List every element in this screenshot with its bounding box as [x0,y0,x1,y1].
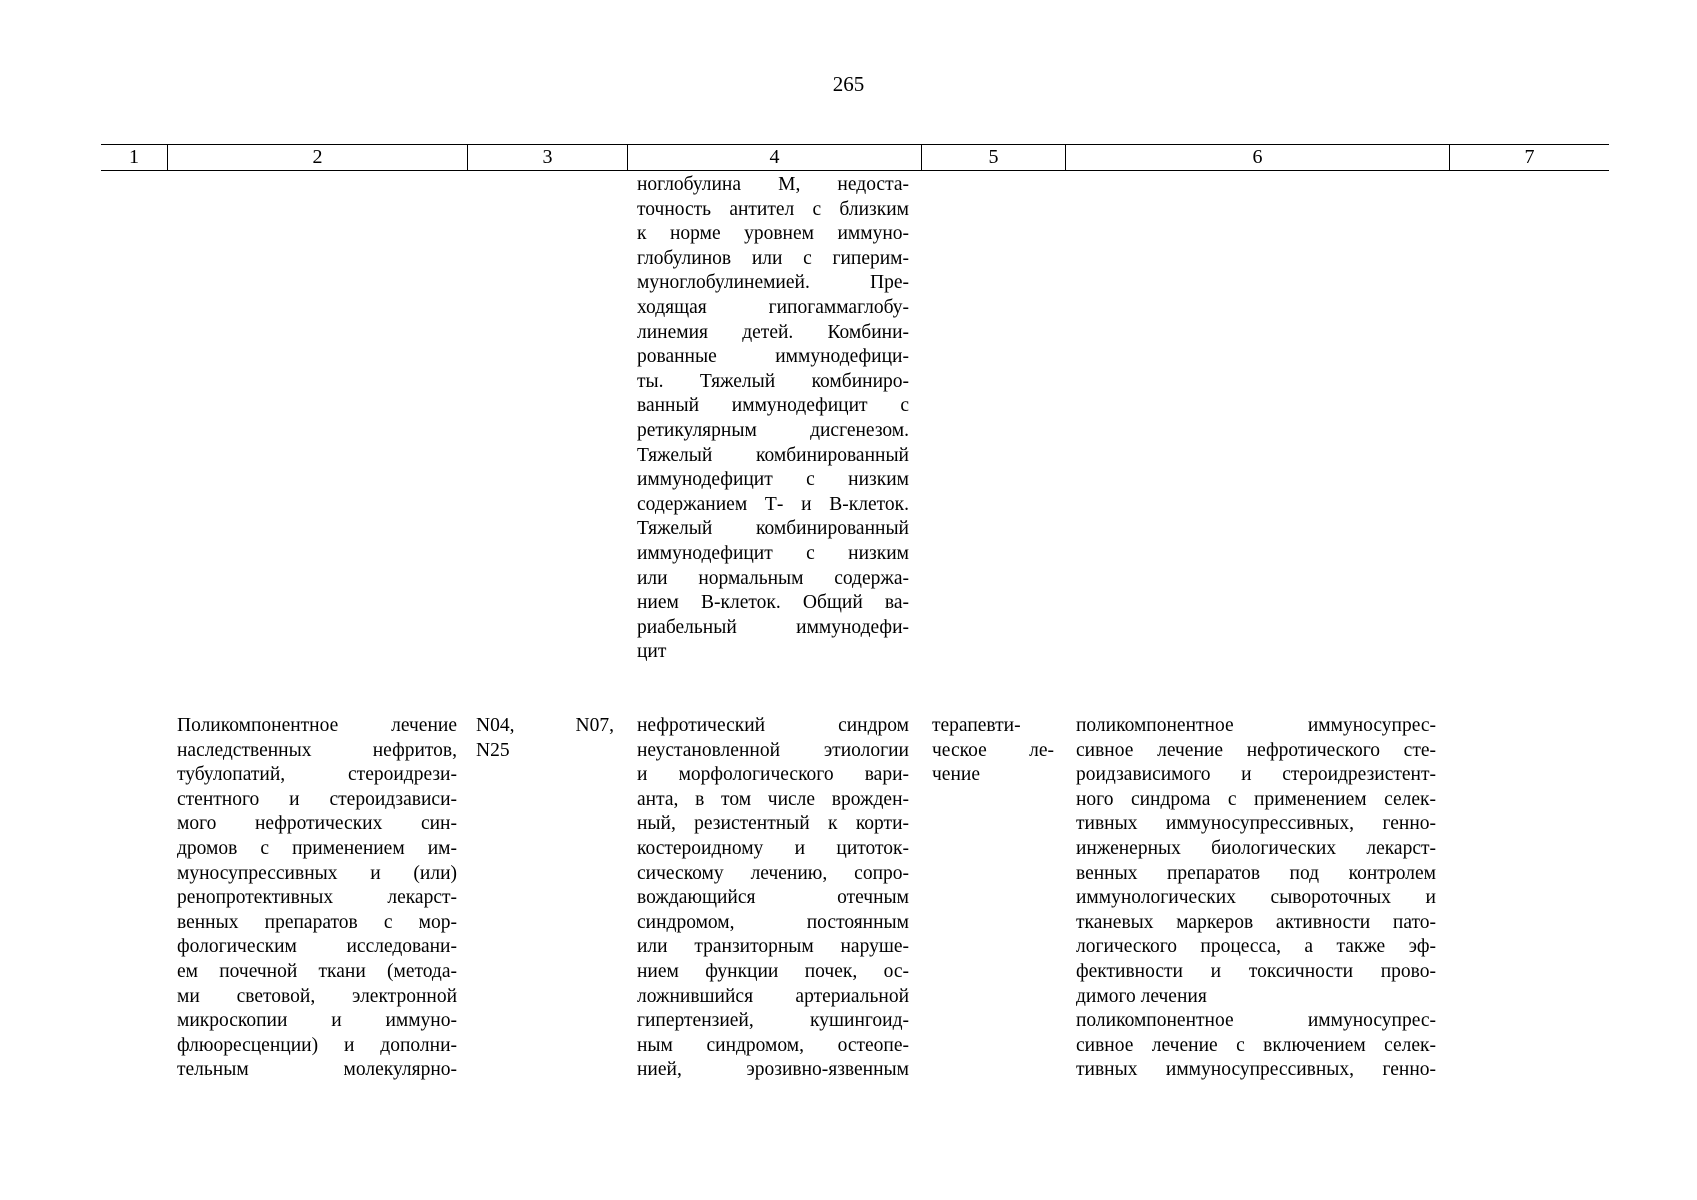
text-line: N25 [476,739,510,761]
text-line: неустановленной этиологии [637,739,909,761]
text-line: иммунодефицит с низким [637,469,909,491]
table-header-row [101,144,1609,171]
header-col-3: 3 [467,145,627,170]
text-line: тубулопатий, стероидрези- [177,764,457,786]
header-col-5: 5 [921,145,1065,170]
text-line: ем почечной ткани (метода- [177,960,457,982]
text-line: гипертензией, кушингоид- [637,1010,909,1032]
text-line: Тяжелый комбинированный [637,444,909,466]
text-line: иммунодефицит с низким [637,542,909,564]
text-line: Поликомпонентное лечение [177,715,457,736]
text-line: сивное лечение с включением селек- [1076,1034,1436,1056]
diagnosis-cell [637,714,909,1083]
text-line: содержанием Т- и В-клеток. [637,493,909,515]
text-line: инженерных биологических лекарст- [1076,837,1436,859]
text-line: нефротический синдром [637,715,909,736]
text-line: риабельный иммунодефи- [637,616,909,638]
text-line: тивных иммуносупрессивных, генно- [1076,813,1436,835]
text-line: ретикулярным дисгенезом. [637,419,909,441]
page-number: 265 [832,72,865,96]
text-line: синдромом, постоянным [637,911,909,933]
text-line: рованные иммунодефици- [637,346,909,368]
text-line: линемия детей. Комбини- [637,321,909,343]
text-line: венных препаратов с мор- [177,911,457,933]
text-line: муноглобулинемией. Пре- [637,272,909,294]
text-line: и морфологического вари- [637,764,909,786]
text-line: ренопротективных лекарст- [177,887,457,909]
text-line: тельным молекулярно- [177,1059,457,1081]
text-line: димого лечения [1076,985,1207,1007]
header-col-7: 7 [1449,145,1609,170]
text-line: анта, в том числе врожден- [637,788,909,810]
text-line: чение [932,764,980,786]
text-line: ванный иммунодефицит с [637,395,909,417]
treatment-name-cell [177,714,457,1083]
text-line: логического процесса, а также эф- [1076,936,1436,958]
continuation-diagnosis-text [637,173,909,665]
text-line: нием функции почек, ос- [637,960,909,982]
text-line: точность антител с близким [637,198,909,220]
text-line: тивных иммуносупрессивных, генно- [1076,1059,1436,1081]
text-line: стентного и стероидзависи- [177,788,457,810]
text-line: мого нефротических син- [177,813,457,835]
text-line: фективности и токсичности прово- [1076,960,1436,982]
text-line: ложнившийся артериальной [637,985,909,1007]
text-line: цит [637,641,667,663]
text-line: костероидному и цитоток- [637,837,909,859]
text-line: сическому лечению, сопро- [637,862,909,884]
text-line: иммунологических сывороточных и [1076,887,1436,909]
text-line: терапевти- [932,715,1021,736]
text-line: ноглобулина М, недоста- [637,174,909,195]
header-col-4: 4 [627,145,921,170]
text-line: или транзиторным наруше- [637,936,909,958]
text-line: глобулинов или с гиперим- [637,247,909,269]
text-line: флюоресценции) и дополни- [177,1034,457,1056]
icd-codes-cell [476,714,614,763]
text-line: наследственных нефритов, [177,739,457,761]
text-line: ного синдрома с применением селек- [1076,788,1436,810]
treatment-type-cell [932,714,1054,788]
header-col-6: 6 [1065,145,1449,170]
text-line: нием В-клеток. Общий ва- [637,592,909,614]
text-line: ческое ле- [932,739,1054,761]
text-line: сивное лечение нефротического сте- [1076,739,1436,761]
text-line: роидзависимого и стероидрезистент- [1076,764,1436,786]
text-line: поликомпонентное иммуносупрес- [1076,1010,1436,1032]
text-line: тканевых маркеров активности пато- [1076,911,1436,933]
text-line: Тяжелый комбинированный [637,518,909,540]
text-line: к норме уровнем иммуно- [637,223,909,245]
text-line: или нормальным содержа- [637,567,909,589]
text-line: вождающийся отечным [637,887,909,909]
text-line: ным синдромом, остеопе- [637,1034,909,1056]
text-line: ми световой, электронной [177,985,457,1007]
text-line: нией, эрозивно-язвенным [637,1059,909,1081]
text-line: микроскопии и иммуно- [177,1010,457,1032]
text-line: поликомпонентное иммуносупрес- [1076,715,1436,736]
text-line: муносупрессивных и (или) [177,862,457,884]
text-line: фологическим исследовани- [177,936,457,958]
text-line: N04, N07, [476,715,614,736]
text-line: венных препаратов под контролем [1076,862,1436,884]
text-line: ходящая гипогаммаглобу- [637,296,909,318]
treatment-method-cell [1076,714,1436,1083]
header-col-2: 2 [167,145,467,170]
text-line: ты. Тяжелый комбиниро- [637,370,909,392]
text-line: ный, резистентный к корти- [637,813,909,835]
text-line: дромов с применением им- [177,837,457,859]
header-col-1: 1 [129,146,139,168]
